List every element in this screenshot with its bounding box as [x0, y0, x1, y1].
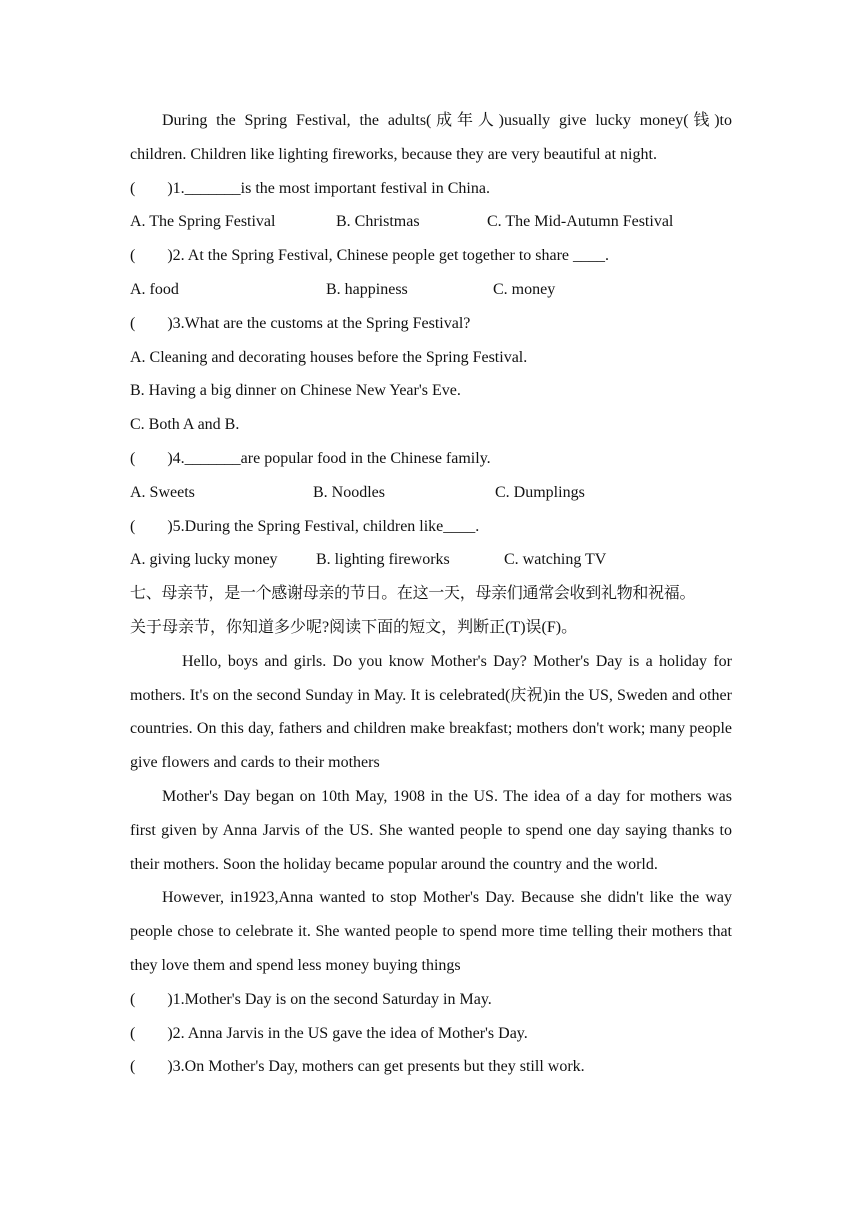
mothers-day-paragraph-2: Mother's Day began on 10th May, 1908 in the US. The idea of a day for mothers was first given by Anna Jarvis of the US. She wanted people to spend one day saying thanks to their mothers. Soon the holiday became popular around the country and the world. [130, 787, 732, 873]
question-4-stem: ( )4._______are popular food in the Chinese family. [130, 449, 491, 467]
question-1-stem: ( )1._______is the most important festival in China. [130, 179, 490, 197]
question-3-option-b: B. Having a big dinner on Chinese New Year's Eve. [130, 382, 461, 400]
section7-heading-line2: 关于母亲节，你知道多少呢?阅读下面的短文，判断正(T)误(F)。 [130, 618, 578, 636]
question-2-option-b: B. happiness [326, 280, 408, 298]
question-1-option-b: B. Christmas [336, 213, 420, 231]
question-5-option-c: C. watching TV [504, 551, 607, 569]
question-5-option-b: B. lighting fireworks [316, 551, 450, 569]
question-2-options [130, 273, 732, 307]
question-4-options [130, 476, 732, 510]
section7-heading-line1: 七、母亲节，是一个感谢母亲的节日。在这一天，母亲们通常会收到礼物和祝福。 [130, 585, 696, 603]
question-4-option-c: C. Dumplings [495, 483, 585, 501]
question-5-option-a: A. giving lucky money [130, 551, 278, 569]
question-4-option-a: A. Sweets [130, 483, 195, 501]
mothers-day-paragraph-1: Hello, boys and girls. Do you know Mother's Day? Mother's Day is a holiday for mothers. It's on the second Sunday in May. It is celebrated(庆祝)in the US, Sweden and other countries. On this day, fathers and children make breakfast; mothers don't work; many people give flowers and cards to their mothers [130, 652, 732, 772]
reading1-paragraph-line2: children. Children like lighting fireworks, because they are very beautiful at night. [130, 145, 657, 163]
question-3-option-c: C. Both A and B. [130, 416, 240, 434]
reading1-paragraph-line1: During the Spring Festival, the adults(成年人)usually give lucky money(钱)to [162, 112, 732, 129]
statement-2: ( )2. Anna Jarvis in the US gave the idea of Mother's Day. [130, 1024, 528, 1042]
statement-3: ( )3.On Mother's Day, mothers can get presents but they still work. [130, 1058, 585, 1076]
question-2-option-a: A. food [130, 280, 179, 298]
mothers-day-paragraph-3: However, in1923,Anna wanted to stop Mother's Day. Because she didn't like the way people chose to celebrate it. She wanted people to spend more time telling their mothers that they love them and spend less money buying things [130, 889, 732, 974]
question-5-options [130, 543, 732, 577]
question-1-option-c: C. The Mid-Autumn Festival [487, 213, 674, 231]
statement-1: ( )1.Mother's Day is on the second Saturday in May. [130, 990, 492, 1008]
question-1-option-a: A. The Spring Festival [130, 213, 276, 231]
worksheet-page [130, 104, 732, 1084]
question-3-option-a: A. Cleaning and decorating houses before the Spring Festival. [130, 348, 528, 366]
question-2-stem: ( )2. At the Spring Festival, Chinese people get together to share ____. [130, 247, 610, 265]
question-5-stem: ( )5.During the Spring Festival, children like____. [130, 517, 480, 535]
question-1-options [130, 205, 732, 239]
question-3-stem: ( )3.What are the customs at the Spring Festival? [130, 314, 471, 332]
question-2-option-c: C. money [493, 280, 556, 298]
question-4-option-b: B. Noodles [313, 483, 385, 501]
